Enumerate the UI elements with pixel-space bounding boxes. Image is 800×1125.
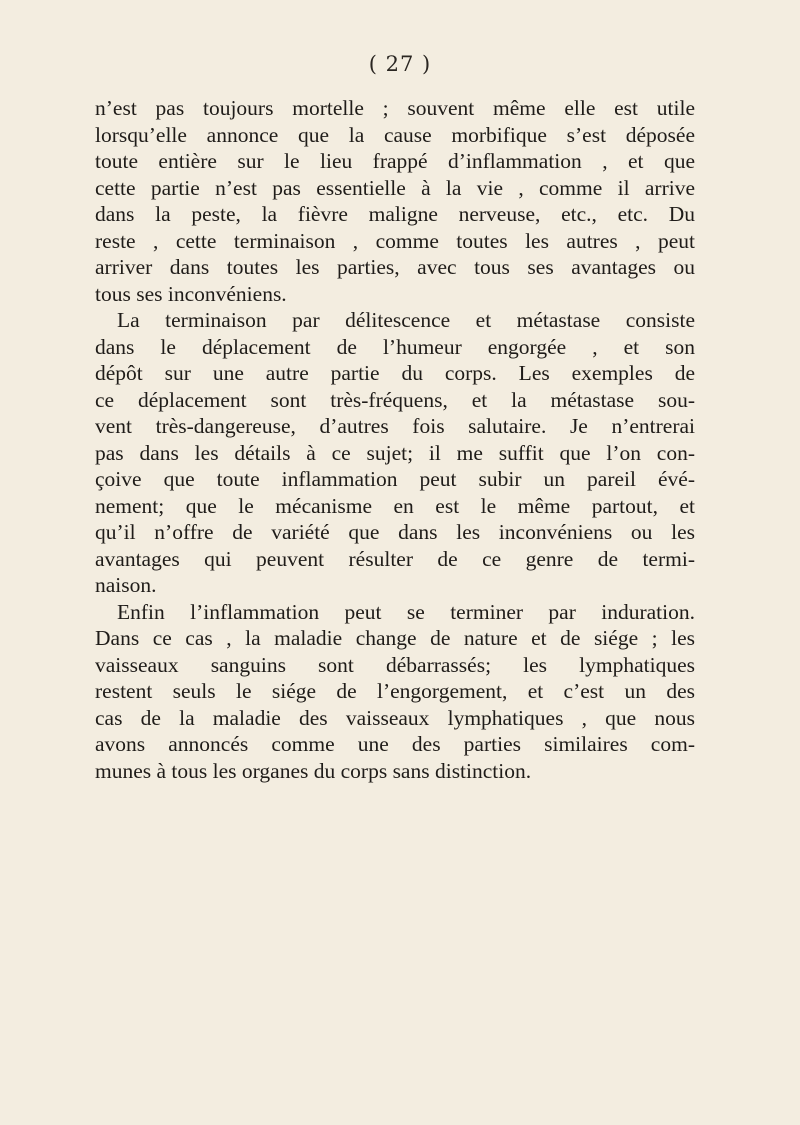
text-line: cette partie n’est pas essentielle à la vie , comme il arrive bbox=[95, 175, 695, 200]
paragraph-2 bbox=[95, 307, 695, 599]
text-line: munes à tous les organes du corps sans distinction. bbox=[95, 758, 532, 783]
text-line: vent très-dangereuse, d’autres fois salutaire. Je n’entrerai bbox=[95, 414, 695, 438]
text-line: dans le déplacement de l’humeur engorgée , et son bbox=[95, 334, 695, 359]
text-line: Enfin l’inflammation peut se terminer par induration. bbox=[117, 599, 695, 624]
text-line: La terminaison par délitescence et métastase consiste bbox=[117, 308, 695, 332]
page-number: ( 27 ) bbox=[368, 52, 432, 76]
text-line: Dans ce cas , la maladie change de nature et de siége ; les bbox=[95, 626, 695, 650]
text-line: arriver dans toutes les parties, avec tous ses avantages ou bbox=[95, 255, 695, 279]
text-line: çoive que toute inflammation peut subir un pareil évé- bbox=[95, 467, 695, 491]
text-line: cas de la maladie des vaisseaux lymphatiques , que nous bbox=[95, 705, 695, 730]
text-line: dans la peste, la fièvre maligne nerveuse, etc., etc. Du bbox=[95, 202, 695, 226]
text-line: toute entière sur le lieu frappé d’inflammation , et que bbox=[95, 149, 695, 173]
body-text bbox=[95, 95, 695, 784]
paragraph-1 bbox=[95, 95, 695, 307]
text-line: avantages qui peuvent résulter de ce genre de termi- bbox=[95, 546, 695, 571]
text-line: ce déplacement sont très-fréquens, et la métastase sou- bbox=[95, 387, 695, 412]
text-line: pas dans les détails à ce sujet; il me suffit que l’on con- bbox=[95, 440, 695, 465]
text-line: n’est pas toujours mortelle ; souvent même elle est utile bbox=[95, 96, 695, 120]
text-line: restent seuls le siége de l’engorgement, et c’est un des bbox=[95, 679, 695, 703]
text-line: vaisseaux sanguins sont débarrassés; les lymphatiques bbox=[95, 652, 695, 677]
text-line: naison. bbox=[95, 573, 157, 597]
text-line: reste , cette terminaison , comme toutes les autres , peut bbox=[95, 228, 695, 253]
text-line: nement; que le mécanisme en est le même partout, et bbox=[95, 493, 695, 518]
text-line: tous ses inconvéniens. bbox=[95, 281, 287, 306]
text-line: qu’il n’offre de variété que dans les inconvéniens ou les bbox=[95, 520, 695, 544]
text-line: dépôt sur une autre partie du corps. Les exemples de bbox=[95, 361, 695, 385]
text-line: lorsqu’elle annonce que la cause morbifique s’est déposée bbox=[95, 122, 695, 147]
text-line: avons annoncés comme une des parties similaires com- bbox=[95, 732, 695, 756]
paragraph-3 bbox=[95, 599, 695, 785]
